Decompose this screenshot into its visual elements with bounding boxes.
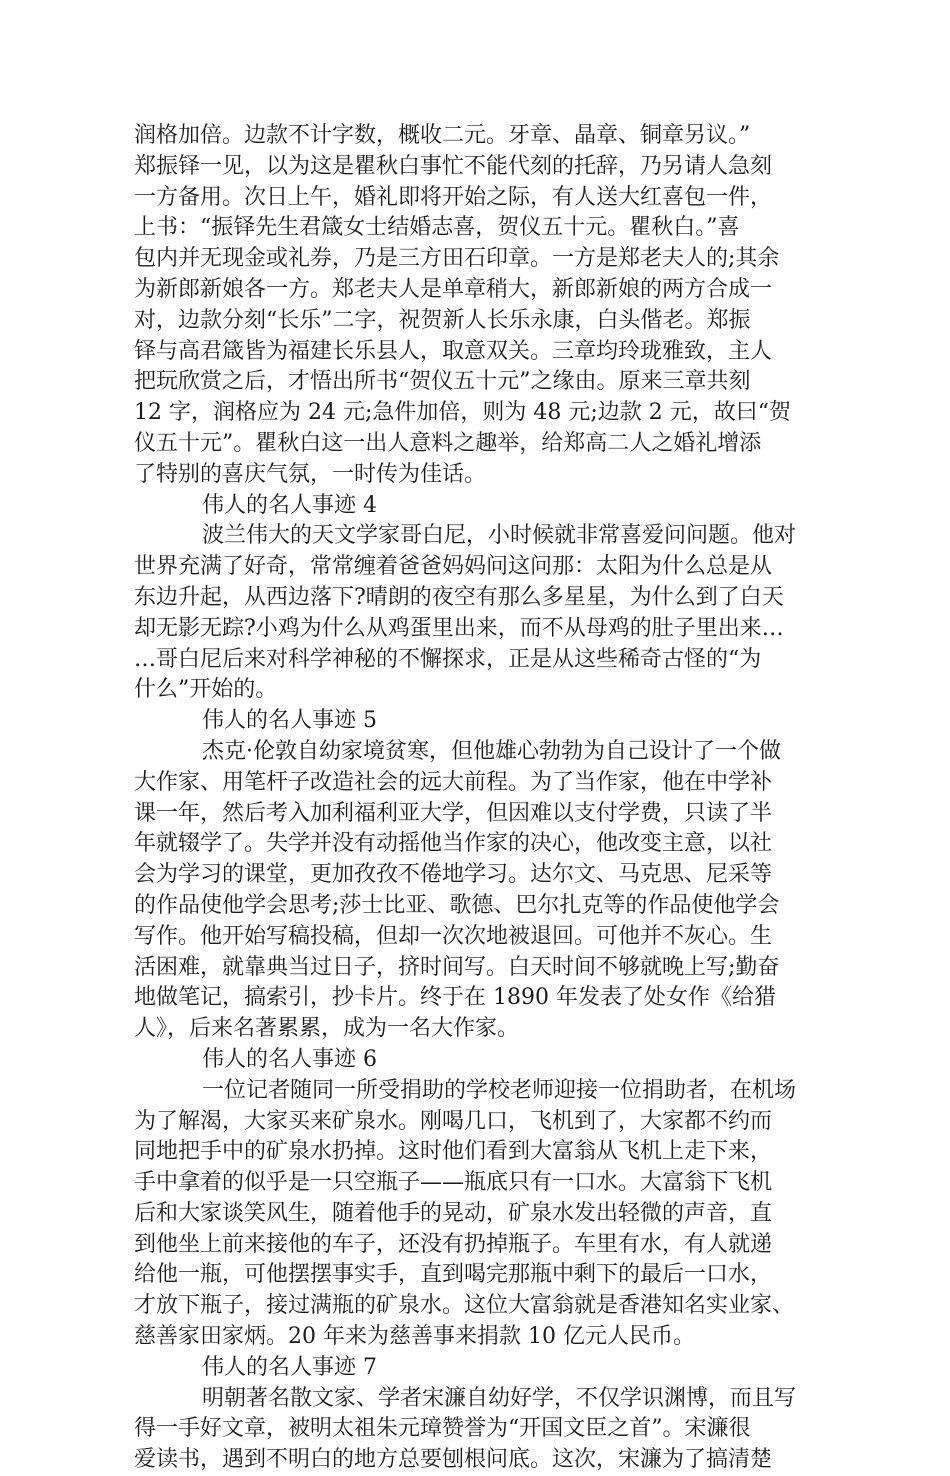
text-line: 明朝著名散文家、学者宋濂自幼好学，不仅学识渊博，而且写 [202, 1385, 797, 1411]
text-line: 铎与高君箴皆为福建长乐县人，取意双关。三章均玲珑雅致，主人 [134, 338, 773, 364]
paragraph [134, 1384, 824, 1476]
section-heading: 伟人的名人事迹 6 [202, 1046, 377, 1072]
text-line: 却无影无踪?小鸡为什么从鸡蛋里出来，而不从母鸡的肚子里出来… [134, 615, 784, 641]
section-heading: 伟人的名人事迹 4 [202, 492, 377, 518]
text-line: …哥白尼后来对科学神秘的不懈探求，正是从这些稀奇古怪的“为 [134, 646, 762, 672]
text-line: 课一年，然后考入加利福利亚大学，但因难以支付学费，只读了半 [134, 800, 773, 826]
text-line: 波兰伟大的天文学家哥白尼，小时候就非常喜爱问问题。他对 [202, 523, 797, 549]
text-line: 仪五十元”。瞿秋白这一出人意料之趣举，给郑高二人之婚礼增添 [134, 430, 762, 456]
text-line: 什么”开始的。 [134, 677, 278, 703]
paragraph [134, 1076, 824, 1353]
text-line: 润格加倍。边款不计字数，概收二元。牙章、晶章、铜章另议。” [134, 123, 751, 148]
text-line: 写作。他开始写稿投稿，但却一次次地被退回。可他并不灰心。生 [134, 923, 773, 949]
text-line: 人》，后来名著累累，成为一名大作家。 [134, 1016, 520, 1042]
text-line: 包内并无现金或礼券，乃是三方田石印章。一方是郑老夫人的;其余 [134, 246, 780, 272]
paragraph [134, 737, 824, 1045]
text-line: 东边升起，从西边落下?晴朗的夜空有那么多星星，为什么到了白天 [134, 584, 784, 610]
text-line: 后和大家谈笑风生，随着他手的晃动，矿泉水发出轻微的声音，直 [134, 1200, 773, 1226]
text-line: 12 字，润格应为 24 元;急件加倍，则为 48 元;边款 2 元，故曰“贺 [134, 400, 792, 426]
text-line: 杰克·伦敦自幼家境贫寒，但他雄心勃勃为自己设计了一个做 [202, 738, 781, 764]
text-line: 慈善家田家炳。20 年来为慈善事来捐款 10 亿元人民币。 [134, 1324, 695, 1350]
section-heading: 伟人的名人事迹 7 [202, 1354, 377, 1380]
text-line: 同地把手中的矿泉水扔掉。这时他们看到大富翁从飞机上走下来， [134, 1139, 773, 1165]
paragraph-continued [134, 121, 824, 491]
paragraph [134, 521, 824, 706]
text-line: 给他一瓶，可他摆摆事实手，直到喝完那瓶中剩下的最后一口水， [134, 1262, 773, 1288]
text-line: 了特别的喜庆气氛，一时传为佳话。 [134, 461, 487, 487]
text-line: 一方备用。次日上午，婚礼即将开始之际，有人送大红喜包一件， [134, 184, 773, 210]
text-line: 对，边款分刻“长乐”二字，祝贺新人长乐永康，白头偕老。郑振 [134, 307, 751, 333]
text-line: 爱读书，遇到不明白的地方总要刨根问底。这次，宋濂为了搞清楚 [134, 1447, 773, 1473]
text-line: 活困难，就靠典当过日子，挤时间写。白天时间不够就晚上写;勤奋 [134, 954, 780, 980]
text-line: 为了解渴，大家买来矿泉水。刚喝几口，飞机到了，大家都不约而 [134, 1108, 773, 1134]
text-line: 为新郎新娘各一方。郑老夫人是单章稍大，新郎新娘的两方合成一 [134, 276, 773, 302]
text-line: 地做笔记，搞索引，抄卡片。终于在 1890 年发表了处女作《给猎 [134, 985, 776, 1011]
text-line: 一位记者随同一所受捐助的学校老师迎接一位捐助者，在机场 [202, 1077, 797, 1103]
text-line: 上书：“振铎先生君箴女士结婚志喜，贺仪五十元。瞿秋白。”喜 [134, 215, 740, 241]
text-line: 大作家、用笔杆子改造社会的远大前程。为了当作家，他在中学补 [134, 769, 773, 795]
text-line: 才放下瓶子，接过满瓶的矿泉水。这位大富翁就是香港知名实业家、 [134, 1293, 795, 1319]
text-line: 世界充满了好奇，常常缠着爸爸妈妈问这问那：太阳为什么总是从 [134, 554, 773, 580]
text-line: 的作品使他学会思考;莎士比亚、歌德、巴尔扎克等的作品使他学会 [134, 892, 780, 918]
text-line: 把玩欣赏之后，才悟出所书“贺仪五十元”之缘由。原来三章共刻 [134, 369, 751, 395]
text-line: 会为学习的课堂，更加孜孜不倦地学习。达尔文、马克思、尼采等 [134, 862, 773, 888]
section-heading: 伟人的名人事迹 5 [202, 708, 377, 734]
text-line: 手中拿着的似乎是一只空瓶子——瓶底只有一口水。大富翁下飞机 [134, 1170, 773, 1196]
text-line: 得一手好文章，被明太祖朱元璋赞誉为“开国文臣之首”。宋濂很 [134, 1416, 751, 1442]
text-line: 年就辍学了。失学并没有动摇他当作家的决心，他改变主意，以社 [134, 831, 773, 857]
document-page [134, 121, 824, 1476]
text-line: 郑振铎一见，以为这是瞿秋白事忙不能代刻的托辞，乃另请人急刻 [134, 153, 773, 179]
text-line: 到他坐上前来接他的车子，还没有扔掉瓶子。车里有水，有人就递 [134, 1231, 773, 1257]
